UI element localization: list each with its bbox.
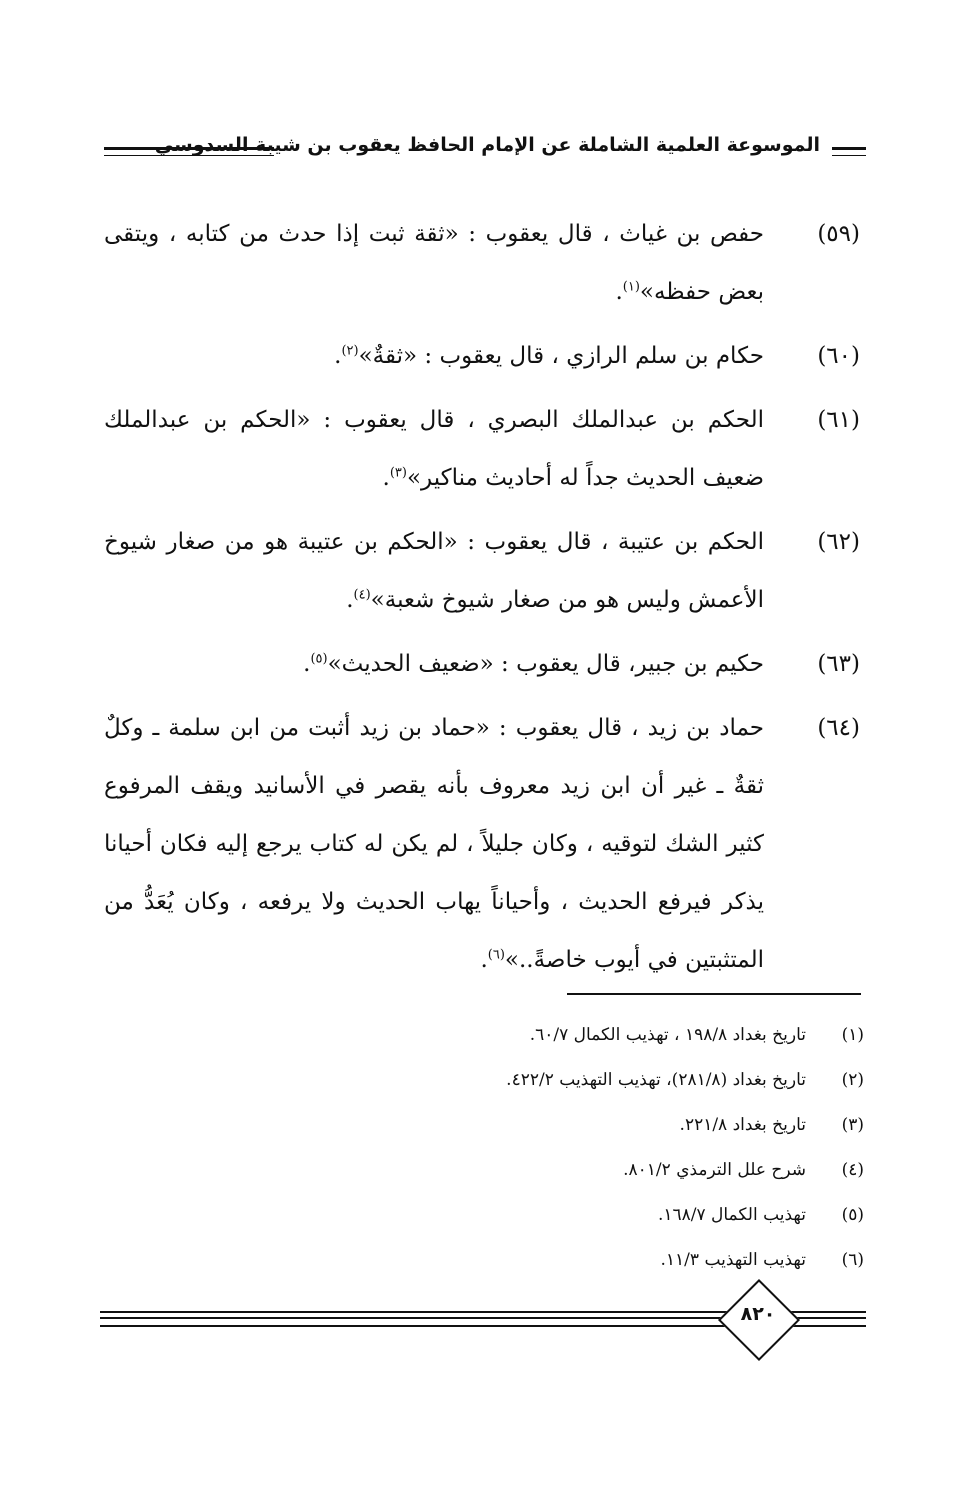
footnote-2: [104, 1058, 864, 1103]
entry-63: [104, 635, 864, 693]
header-rule-right: [832, 147, 866, 156]
footnote-text: تاريخ بغداد ٢٢١/٨.: [679, 1115, 806, 1135]
entries-list: [104, 205, 864, 995]
entry-end: .: [480, 947, 488, 973]
entry-end: .: [334, 343, 342, 369]
footnote-text: شرح علل الترمذي ٨٠١/٢.: [623, 1160, 806, 1180]
footnote-ref[interactable]: (٤): [353, 587, 371, 603]
entry-text: حكيم بن جبير، قال يعقوب : «ضعيف الحديث»: [327, 651, 764, 677]
entry-62: [104, 513, 864, 629]
header-rule-left: [104, 147, 274, 156]
entry-end: .: [303, 651, 311, 677]
footnote-4: [104, 1148, 864, 1193]
entry-end: .: [615, 279, 623, 305]
entry-number: (٦٠): [817, 343, 860, 369]
entry-text: حفص بن غياث ، قال يعقوب : «ثقة ثبت إذا حدث من كتابه ، ويتقى بعض حفظه»: [104, 221, 764, 305]
footnote-ref[interactable]: (٦): [487, 947, 505, 963]
footnote-ref[interactable]: (٥): [310, 651, 328, 667]
entry-59: [104, 205, 864, 321]
entry-end: .: [382, 465, 390, 491]
entry-number: (٦١): [817, 407, 860, 433]
footnotes-list: [104, 1013, 864, 1283]
entry-text: الحكم بن عبدالملك البصري ، قال يعقوب : «الحكم بن عبدالملك ضعيف الحديث جداً له أحاديث مناكير»: [104, 407, 764, 491]
footnote-6: [104, 1238, 864, 1283]
footnote-number: (٢): [841, 1070, 864, 1090]
footnote-text: تهذيب التهذيب ١١/٣.: [660, 1250, 806, 1270]
footnote-number: (٥): [841, 1205, 864, 1225]
entry-number: (٦٢): [817, 529, 860, 555]
footnote-text: تاريخ بغداد (٢٨١/٨)، تهذيب التهذيب ٤٢٢/٢.: [506, 1070, 806, 1090]
entry-end: .: [346, 587, 354, 613]
running-header: [104, 132, 866, 172]
footnote-3: [104, 1103, 864, 1148]
footnote-number: (٤): [841, 1160, 864, 1180]
footnote-ref[interactable]: (٢): [341, 343, 359, 359]
header-title: الموسوعة العلمية الشاملة عن الإمام الحافظ يعقوب بن شيبة السدوسي: [154, 134, 820, 156]
footnote-1: [104, 1013, 864, 1058]
entry-number: (٦٣): [817, 651, 860, 677]
entry-60: [104, 327, 864, 385]
footnote-5: [104, 1193, 864, 1238]
entry-64: [104, 699, 864, 989]
footnote-number: (٣): [841, 1115, 864, 1135]
footnote-separator: [567, 993, 861, 995]
footnote-text: تاريخ بغداد ١٩٨/٨ ، تهذيب الكمال ٦٠/٧.: [529, 1025, 806, 1045]
footnote-number: (١): [841, 1025, 864, 1045]
entry-number: (٥٩): [817, 221, 860, 247]
entry-61: [104, 391, 864, 507]
footnote-ref[interactable]: (١): [622, 279, 640, 295]
entry-text: حكام بن سلم الرازي ، قال يعقوب : «ثقةٌ»: [358, 343, 764, 369]
page-number: ٨٢٠: [740, 1303, 776, 1325]
footnote-ref[interactable]: (٣): [389, 465, 407, 481]
entry-number: (٦٤): [817, 715, 860, 741]
entry-text: حماد بن زيد ، قال يعقوب : «حماد بن زيد أثبت من ابن سلمة ـ وكلٌ ثقةٌ ـ غير أن ابن زيد معروف بأنه يقصر في الأسانيد ويقف المرفوع كثير الشك لتوقيه ، وكان جليلاً ، لم يكن له كتاب يرجع إليه فكان أحيانا يذكر فيرفع الحديث ، وأحياناً يهاب الحديث ولا يرفعه ، وكان يُعَدُّ من المتثبتين في أيوب خاصةً..»: [104, 715, 764, 973]
footnote-number: (٦): [841, 1250, 864, 1270]
footnote-text: تهذيب الكمال ١٦٨/٧.: [657, 1205, 806, 1225]
entry-text: الحكم بن عتيبة ، قال يعقوب : «الحكم بن عتيبة هو من صغار شيوخ الأعمش وليس هو من صغار شيوخ شعبة»: [104, 529, 764, 613]
